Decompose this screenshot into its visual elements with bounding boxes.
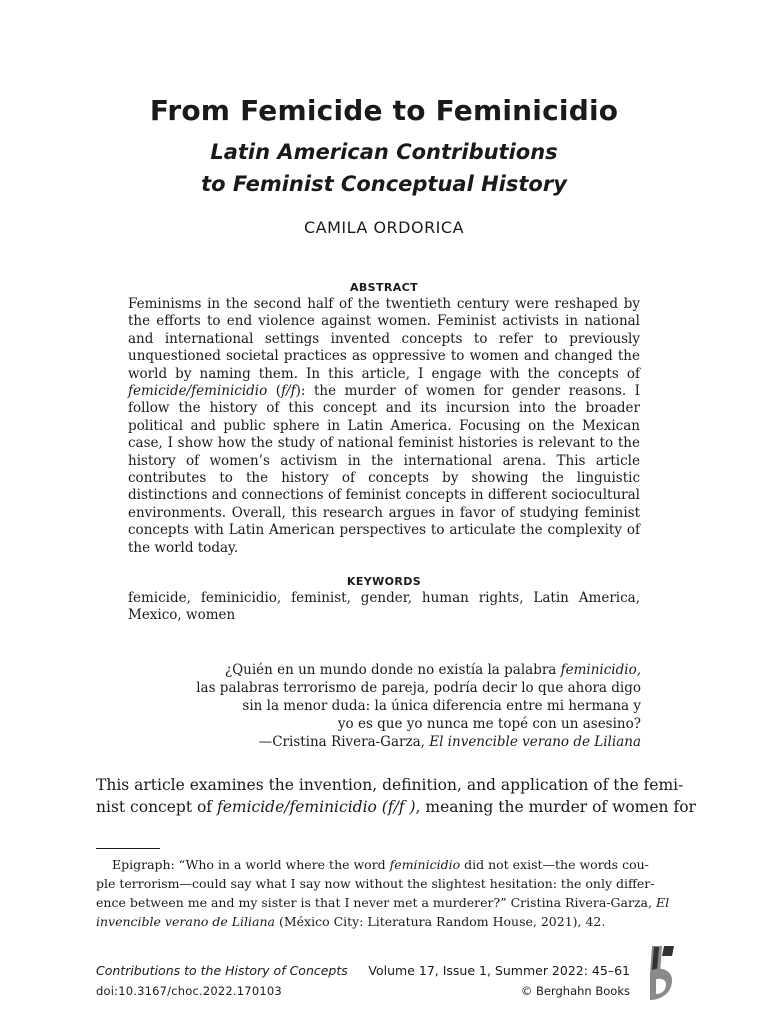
footnote-line: [96, 855, 671, 874]
epigraph-author: —Cristina Rivera-Garza,: [258, 734, 430, 750]
footnote-book-title: invencible verano de Liliana: [96, 914, 275, 929]
publisher-copyright: © Berghahn Books: [520, 984, 630, 998]
abstract-heading: ABSTRACT: [349, 281, 419, 294]
epigraph-term: feminicidio,: [560, 662, 641, 678]
epigraph-attribution: [181, 733, 641, 751]
footnote-text: did not exist—the words cou-: [460, 857, 649, 872]
epigraph-line: [181, 661, 641, 679]
journal-name: Contributions to the History of Concepts: [96, 963, 348, 978]
abstract-text-part: ): the murder of women for gender reasons. I follow the history of this concept and its incursion into the broader political and public sphere in Latin America. Focusing on the Mexican case, I show how the study of national feminist histories is relevant to the history of women’s activism in the international arena. This article contributes to the history of concepts by showing the linguistic distinctions and connections of feminist concepts in different sociocultural environments. Overall, this research argues in favor of studying feminist concepts with Latin American perspectives to articulate the complexity of the world today.: [128, 383, 640, 556]
abstract-text-part: (: [267, 383, 282, 400]
body-text-part: , meaning the murder of women for: [415, 798, 696, 816]
footnote: [96, 855, 671, 931]
footer-issue-info: [368, 960, 630, 1002]
epigraph-line: sin la menor duda: la única diferencia entre mi hermana y: [242, 698, 641, 714]
body-term: femicide/feminicidio (f/f ): [216, 798, 416, 816]
footnote-line: ple terrorism—could say what I say now without the slightest hesitation: the only differ-: [96, 876, 655, 891]
article-title: From Femicide to Feminicidio: [149, 94, 619, 127]
epigraph-line: yo es que yo nunca me topé con un asesino?: [337, 716, 641, 732]
body-text: [96, 774, 696, 818]
keywords-text: femicide, feminicidio, feminist, gender, human rights, Latin America, Mexico, women: [128, 590, 640, 624]
author-name: CAMILA ORDORICA: [303, 218, 465, 237]
footnote-line: [96, 912, 671, 931]
footnote-text: ence between me and my sister is that I never met a murderer?” Cristina Rivera-Garza,: [96, 895, 656, 910]
keywords-heading: KEYWORDS: [346, 575, 422, 588]
subtitle-line-1: Latin American Contributions: [210, 140, 558, 164]
abstract-text: [128, 296, 640, 557]
body-line: This article examines the invention, definition, and application of the femi-: [96, 776, 684, 794]
berghahn-logo-icon: [646, 944, 674, 1002]
footnote-text: Epigraph: “Who in a world where the word: [112, 857, 390, 872]
body-text-part: nist concept of: [96, 798, 217, 816]
abstract-term: femicide/feminicidio: [128, 383, 268, 400]
doi-link[interactable]: doi:10.3167/choc.2022.170103: [96, 984, 282, 998]
abstract-text-part: Feminisms in the second half of the twentieth century were reshaped by the efforts to end violence against women. Feminist activists in national and international settings invented concepts to refer to previously unquestioned societal practices as oppressive to women and changed the world by naming them. In this article, I engage with the concepts of: [128, 296, 640, 382]
epigraph-line: las palabras terrorismo de pareja, podría decir lo que ahora digo: [196, 680, 641, 696]
footnote-term: feminicidio: [389, 857, 461, 872]
footer-journal-info: [96, 960, 348, 1002]
epigraph-text: ¿Quién en un mundo donde no existía la palabra: [224, 662, 561, 678]
subtitle-line-2: to Feminist Conceptual History: [201, 172, 567, 196]
abstract-term-abbrev: f/f: [281, 383, 296, 400]
footnote-divider: [96, 848, 160, 849]
article-subtitle: [0, 136, 768, 200]
volume-info: Volume 17, Issue 1, Summer 2022: 45–61: [368, 963, 630, 978]
body-line: [96, 796, 696, 818]
footnote-line: [96, 893, 671, 912]
footnote-text: (México City: Literatura Random House, 2021), 42.: [275, 914, 606, 929]
epigraph: [181, 661, 641, 751]
footnote-book-title: El: [655, 895, 670, 910]
epigraph-book-title: El invencible verano de Liliana: [429, 734, 641, 750]
